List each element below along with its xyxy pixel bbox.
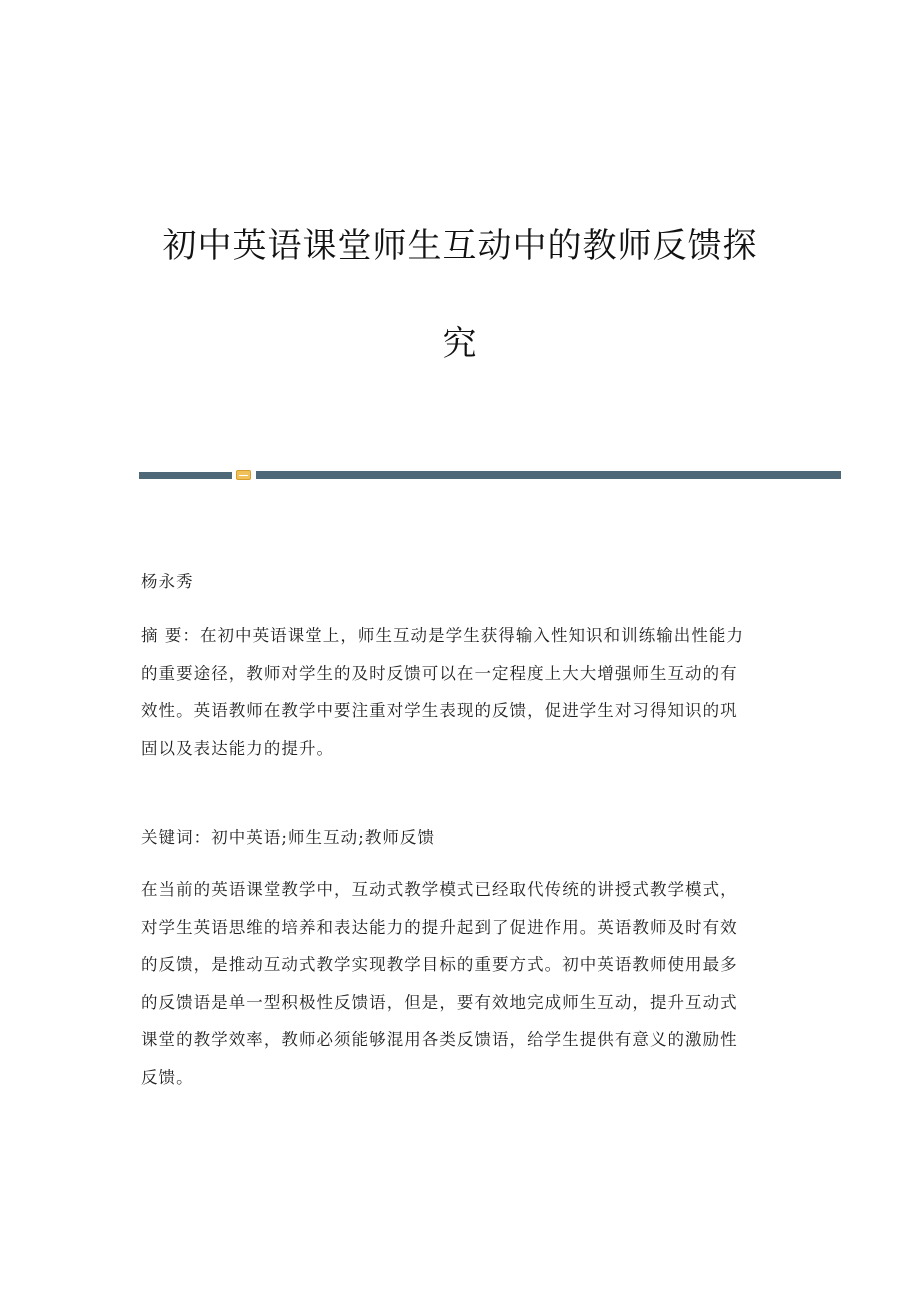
divider-bar-right <box>256 471 841 479</box>
body-line: 课堂的教学效率，教师必须能够混用各类反馈语，给学生提供有意义的激励性 <box>141 1030 738 1049</box>
keywords: 关键词：初中英语;师生互动;教师反馈 <box>141 828 436 847</box>
title-divider <box>139 470 841 480</box>
divider-bar-left <box>139 472 232 479</box>
abstract-line: 效性。英语教师在教学中要注重对学生表现的反馈，促进学生对习得知识的巩 <box>141 701 738 720</box>
body-line: 的反馈语是单一型积极性反馈语，但是，要有效地完成师生互动，提升互动式 <box>141 992 738 1012</box>
abstract-line: 摘 要：在初中英语课堂上，师生互动是学生获得输入性知识和训练输出性能力 <box>141 626 744 645</box>
document-title-line-2: 究 <box>442 324 478 364</box>
document-title-line-1: 初中英语课堂师生互动中的教师反馈探 <box>162 226 758 266</box>
body-line: 的反馈，是推动互动式教学实现教学目标的重要方式。初中英语教师使用最多 <box>141 955 738 974</box>
author-name: 杨永秀 <box>141 572 194 591</box>
abstract-line: 固以及表达能力的提升。 <box>141 738 335 758</box>
body-line: 反馈。 <box>141 1067 194 1087</box>
abstract <box>141 617 744 767</box>
divider-badge-icon <box>236 470 251 480</box>
body-line: 对学生英语思维的培养和表达能力的提升起到了促进作用。英语教师及时有效 <box>141 917 738 937</box>
body-paragraph <box>141 871 738 1096</box>
body-line: 在当前的英语课堂教学中，互动式教学模式已经取代传统的讲授式教学模式， <box>141 880 738 899</box>
abstract-line: 的重要途径，教师对学生的及时反馈可以在一定程度上大大增强师生互动的有 <box>141 663 738 683</box>
